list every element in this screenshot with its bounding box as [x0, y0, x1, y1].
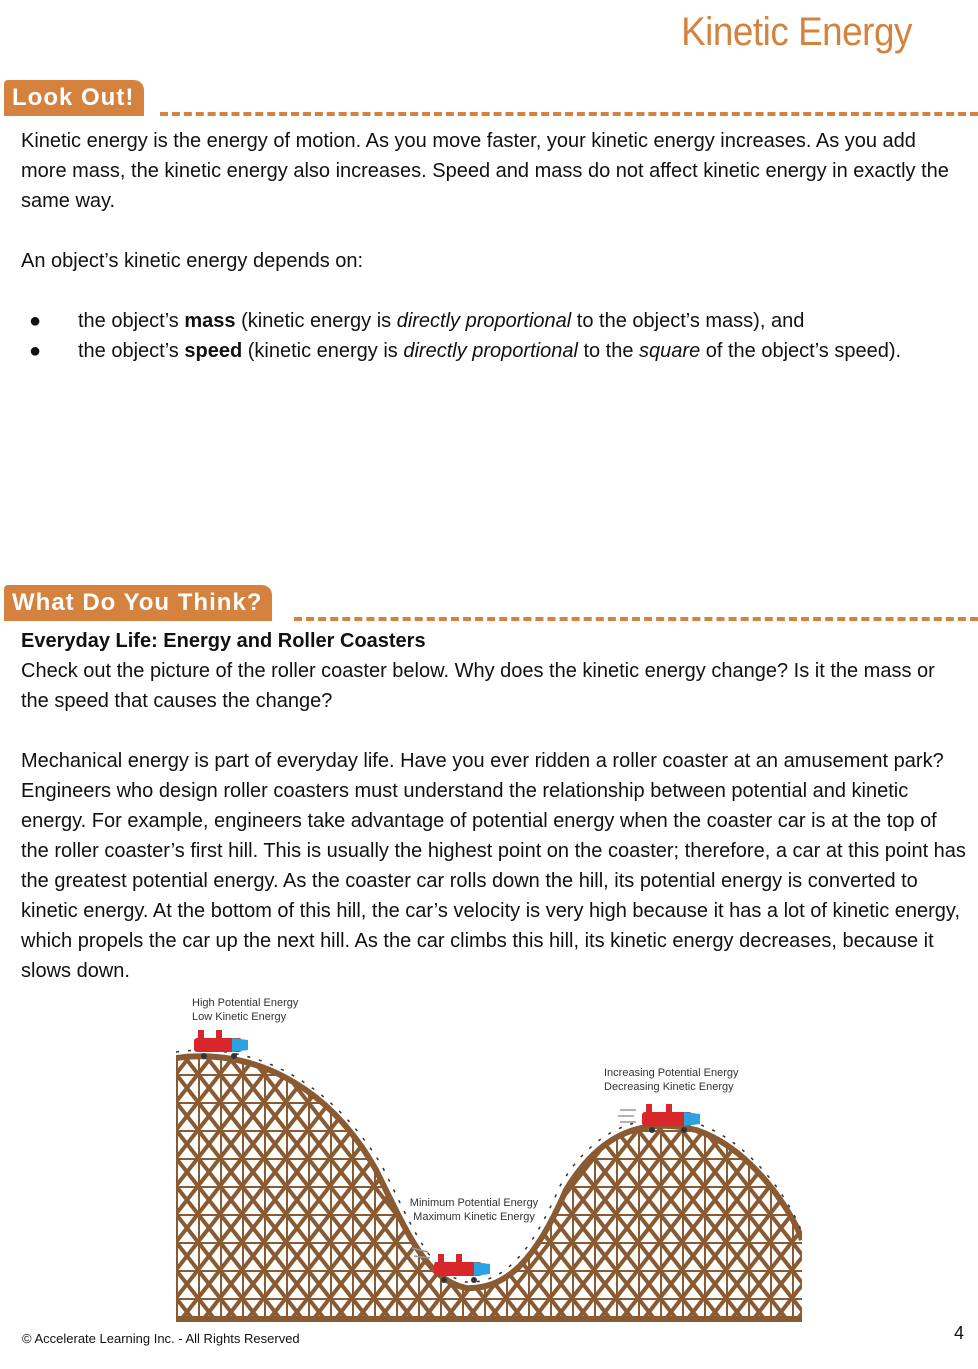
bullet-icon: ●: [29, 340, 42, 362]
look-out-paragraph-2: An object’s kinetic energy depends on:: [21, 250, 364, 272]
text-run: the object’s: [78, 340, 185, 362]
italic-term: directly proportional: [396, 310, 572, 332]
text-run: (kinetic energy is: [235, 310, 397, 332]
label-minimum-potential: Minimum Potential Energy: [409, 1197, 539, 1209]
wooden-supports: [176, 1056, 802, 1320]
what-do-you-think-header: [0, 585, 978, 625]
bullet-list: [21, 306, 961, 366]
copyright-footer: © Accelerate Learning Inc. - All Rights Reserved: [22, 1331, 300, 1346]
dashed-divider: [294, 617, 978, 621]
look-out-header: [0, 80, 978, 120]
roller-coaster-diagram: [176, 990, 802, 1322]
page-number: 4: [953, 1323, 964, 1343]
label-maximum-kinetic: Maximum Kinetic Energy: [413, 1211, 535, 1223]
label-high-potential: High Potential Energy: [192, 997, 299, 1009]
what-do-you-think-label: What Do You Think?: [4, 585, 272, 621]
label-increasing-potential: Increasing Potential Energy: [604, 1067, 739, 1079]
text-run: to the: [577, 340, 640, 362]
subheading: Everyday Life: Energy and Roller Coasters: [21, 630, 426, 652]
label-low-kinetic: Low Kinetic Energy: [192, 1011, 287, 1023]
ground-base: [176, 1316, 802, 1322]
label-decreasing-kinetic: Decreasing Kinetic Energy: [604, 1081, 734, 1093]
bold-term: speed: [184, 340, 243, 362]
italic-term: directly proportional: [403, 340, 578, 362]
text-run: of the object’s speed).: [700, 340, 902, 362]
page-title: Kinetic Energy: [681, 10, 912, 54]
look-out-paragraph-1: Kinetic energy is the energy of motion. As you move faster, your kinetic energy increases. As you add more mass, the kinetic energy also increases. Speed and mass do not affect kinetic energy in exactly the same way.: [21, 130, 949, 212]
bullet-icon: ●: [29, 310, 42, 332]
text-run: the object’s: [78, 310, 185, 332]
text-run: to the object’s mass), and: [571, 310, 805, 332]
think-body: Mechanical energy is part of everyday life. Have you ever ridden a roller coaster at an amusement park? Engineers who design roller coasters must understand the relationship between potential and kinetic energy. For example, engineers take advantage of potential energy when the coaster car is at the top of the roller coaster’s first hill. This is usually the highest point on the coaster; therefore, a car at this point has the greatest potential energy. As the coaster car rolls down the hill, its potential energy is converted to kinetic energy. At the bottom of this hill, the car’s velocity is very high because it has a lot of kinetic energy, which propels the car up the next hill. As the car climbs this hill, its kinetic energy decreases, because it slows down.: [21, 750, 966, 982]
look-out-label: Look Out!: [4, 80, 144, 116]
dashed-divider: [160, 112, 978, 116]
text-run: (kinetic energy is: [242, 340, 404, 362]
list-item: [21, 336, 961, 366]
list-item: [21, 306, 961, 336]
bold-term: mass: [184, 310, 236, 332]
italic-term: square: [639, 340, 701, 362]
think-intro: Check out the picture of the roller coaster below. Why does the kinetic energy change? Is it the mass or the speed that causes the change?: [21, 660, 935, 712]
